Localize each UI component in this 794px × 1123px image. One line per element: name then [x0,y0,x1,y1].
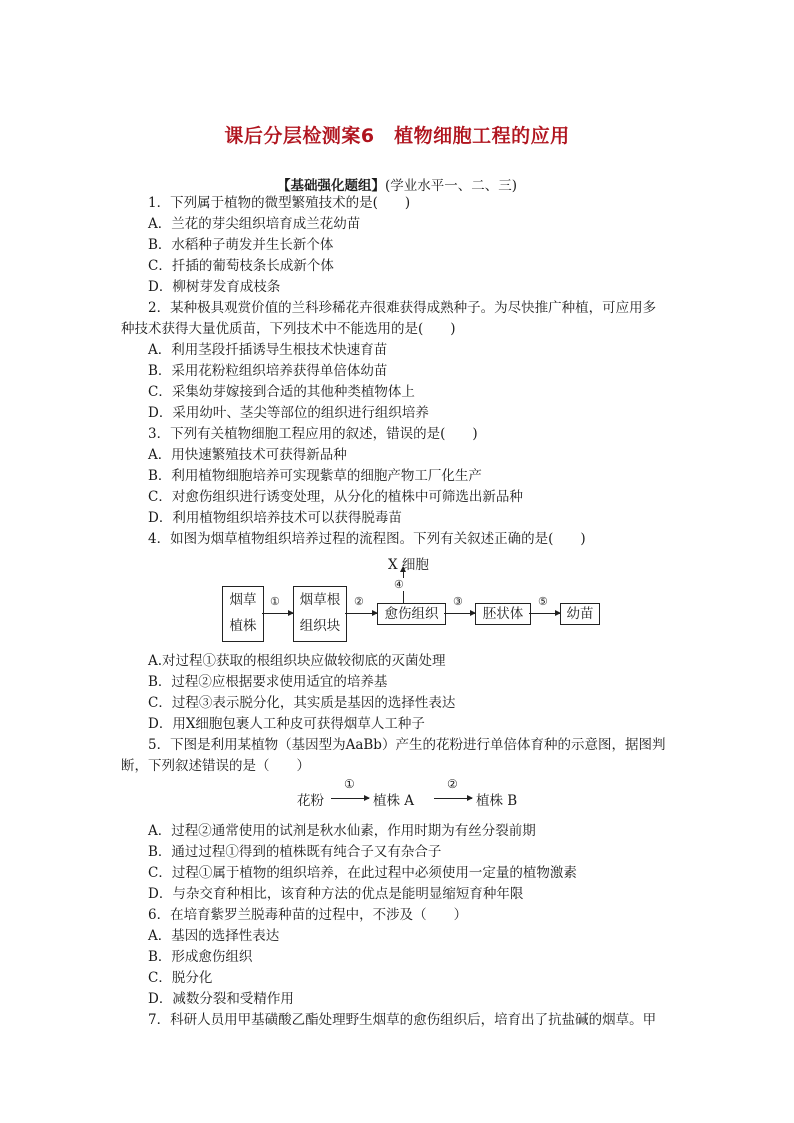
step-4-label: ④ [394,578,404,591]
q6-option-a: A．基因的选择性表达 [148,928,280,944]
page-title: 课后分层检测案6 植物细胞工程的应用 [224,125,570,147]
box-tobacco-plant-line2: 植株 [229,618,257,634]
box-root-tissue [293,586,347,642]
q2-option-b: B．采用花粉粒组织培养获得单倍体幼苗 [148,363,388,379]
step-1-label: ① [270,595,280,608]
q5-option-a: A．过程②通常使用的试剂是秋水仙素，作用时期为有丝分裂前期 [148,823,536,839]
q4-option-d: D．用X细胞包裹人工种皮可获得烟草人工种子 [148,716,425,732]
box-embryoid: 胚状体 [475,603,531,625]
q7-stem-line1: 7．科研人员用甲基磺酸乙酯处理野生烟草的愈伤组织后，培育出了抗盐碱的烟草。甲 [148,1012,657,1028]
pollen-label: 花粉 [297,793,324,809]
q5-stem-line2: 断，下列叙述错误的是（ ） [121,758,310,774]
x-cell-label: X 细胞 [388,557,429,573]
section-heading [0,174,794,194]
step-2-label: ② [354,595,364,608]
q2-stem-line1: 2．某种极具观赏价值的兰科珍稀花卉很难获得成熟种子。为尽快推广种植，可应用多 [148,300,657,316]
q5-option-b: B．通过过程①得到的植株既有纯合子又有杂合子 [148,844,442,860]
q1-option-d: D．柳树芽发育成枝条 [148,279,281,295]
arrow-5 [529,613,560,614]
box-root-tissue-line1: 烟草根 [299,592,341,608]
box-tobacco-plant [222,586,264,642]
plant-b-label: 植株 B [476,793,518,809]
q6-option-d: D．减数分裂和受精作用 [148,991,294,1007]
arrow-2 [345,613,377,614]
box-tobacco-plant-line1: 烟草 [229,592,257,608]
box-seedling: 幼苗 [560,603,600,625]
q5-option-d: D．与杂交育种相比，该育种方法的优点是能明显缩短育种年限 [148,886,524,902]
plant-a-label: 植株 A [373,793,415,809]
q2-option-d: D．采用幼叶、茎尖等部位的组织进行组织培养 [148,405,429,421]
q1-stem: 1．下列属于植物的微型繁殖技术的是( ) [148,195,411,211]
q5-stem-line1: 5．下图是利用某植物（基因型为AaBb）产生的花粉进行单倍体育种的示意图，据图判 [148,737,666,753]
q6-option-b: B．形成愈伤组织 [148,949,253,965]
section-name: 【基础强化题组】 [276,178,385,194]
arrow-3 [444,613,475,614]
q5-option-c: C．过程①属于植物的组织培养，在此过程中必须使用一定量的植物激素 [148,865,577,881]
q3-option-d: D．利用植物组织培养技术可以获得脱毒苗 [148,510,402,526]
step-5-label: ⑤ [538,595,548,608]
q6-option-c: C．脱分化 [148,970,213,986]
q6-stem: 6．在培育紫罗兰脱毒种苗的过程中，不涉及（ ） [148,907,468,923]
q3-stem: 3．下列有关植物细胞工程应用的叙述，错误的是( ) [148,426,478,442]
q1-option-b: B．水稻种子萌发并生长新个体 [148,237,334,253]
q3-option-c: C．对愈伤组织进行诱变处理，从分化的植株中可筛选出新品种 [148,489,523,505]
box-callus: 愈伤组织 [377,603,446,625]
q1-option-a: A．兰花的芽尖组织培育成兰花幼苗 [148,216,361,232]
q4-stem: 4．如图为烟草植物组织培养过程的流程图。下列有关叙述正确的是( ) [148,531,586,547]
q4-option-b: B．过程②应根据要求使用适宜的培养基 [148,674,388,690]
q5-step-2-label: ② [447,777,458,791]
section-level: (学业水平一、二、三) [384,178,518,194]
arrow-1 [262,613,293,614]
step-3-label: ③ [453,595,463,608]
q3-option-b: B．利用植物细胞培养可实现紫草的细胞产物工厂化生产 [148,468,482,484]
q4-option-c: C．过程③表示脱分化，其实质是基因的选择性表达 [148,695,456,711]
q5-step-1-label: ① [344,777,355,791]
q5-arrow-2 [434,798,472,799]
q5-arrow-1 [331,798,369,799]
q2-stem-line2: 种技术获得大量优质苗，下列技术中不能选用的是( ) [121,321,456,337]
box-root-tissue-line2: 组织块 [299,618,341,634]
q2-option-a: A．利用茎段扦插诱导生根技术快速育苗 [148,342,388,358]
q1-option-c: C．扦插的葡萄枝条长成新个体 [148,258,334,274]
q4-option-a: A.对过程①获取的根组织块应做较彻底的灭菌处理 [148,653,446,669]
q3-option-a: A．用快速繁殖技术可获得新品种 [148,447,347,463]
q2-option-c: C．采集幼芽嫁接到合适的其他种类植物体上 [148,384,415,400]
